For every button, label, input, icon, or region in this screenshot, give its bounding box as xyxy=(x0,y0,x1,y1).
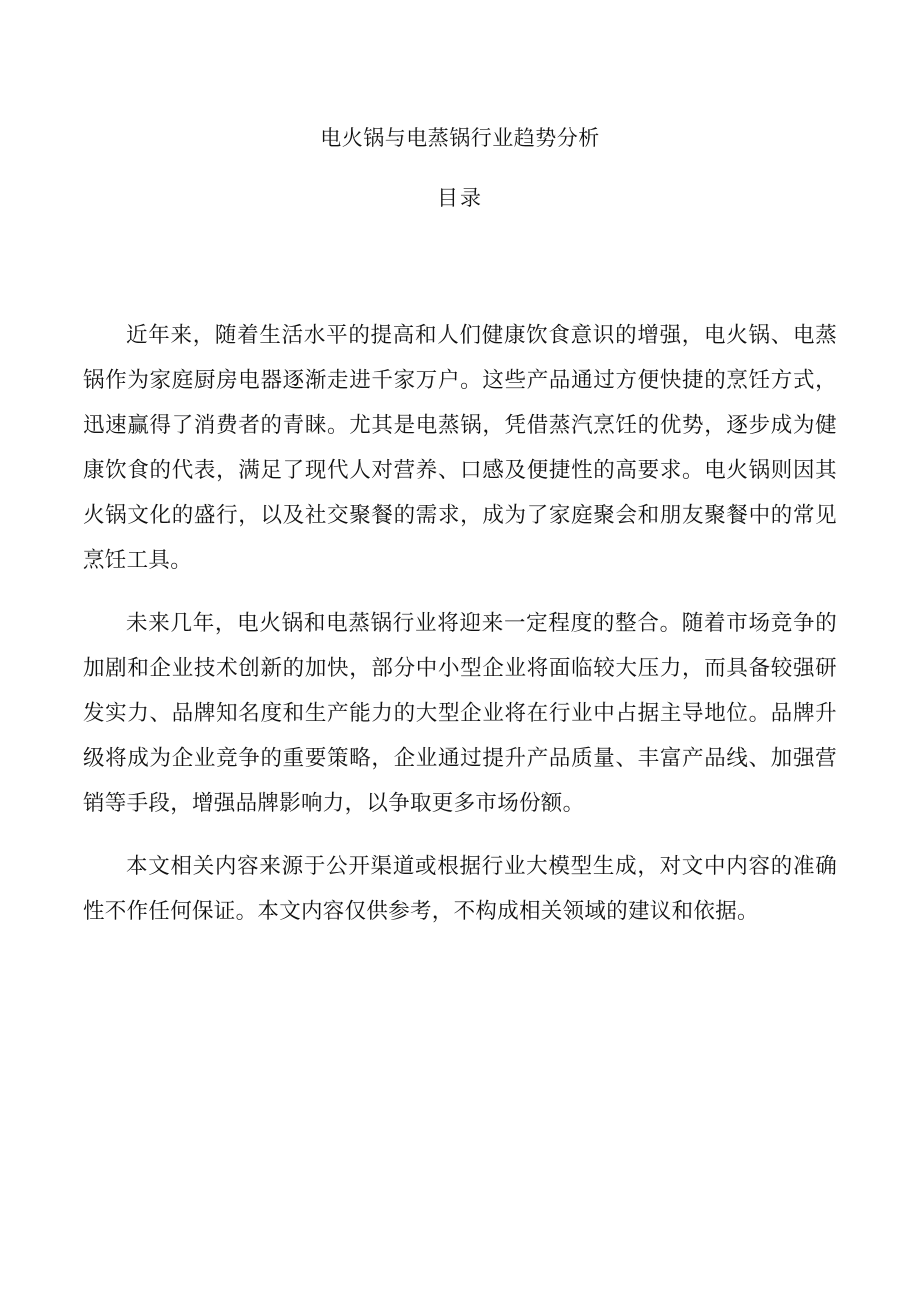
paragraph-disclaimer: 本文相关内容来源于公开渠道或根据行业大模型生成，对文中内容的准确性不作任何保证。本文内容仅供参考，不构成相关领域的建议和依据。 xyxy=(83,854,837,924)
toc-heading: 目录 xyxy=(437,186,483,210)
document-title: 电火锅与电蒸锅行业趋势分析 xyxy=(320,126,600,150)
document-body xyxy=(83,313,837,952)
paragraph-intro: 近年来，随着生活水平的提高和人们健康饮食意识的增强，电火锅、电蒸锅作为家庭厨房电器逐渐走进千家万户。这些产品通过方便快捷的烹饪方式，迅速赢得了消费者的青睐。尤其是电蒸锅，凭借蒸汽烹饪的优势，逐步成为健康饮食的代表，满足了现代人对营养、口感及便捷性的高要求。电火锅则因其火锅文化的盛行，以及社交聚餐的需求，成为了家庭聚会和朋友聚餐中的常见烹饪工具。 xyxy=(83,323,837,573)
paragraph-outlook: 未来几年，电火锅和电蒸锅行业将迎来一定程度的整合。随着市场竞争的加剧和企业技术创新的加快，部分中小型企业将面临较大压力，而具备较强研发实力、品牌知名度和生产能力的大型企业将在行业中占据主导地位。品牌升级将成为企业竞争的重要策略，企业通过提升产品质量、丰富产品线、加强营销等手段，增强品牌影响力，以争取更多市场份额。 xyxy=(83,611,837,816)
